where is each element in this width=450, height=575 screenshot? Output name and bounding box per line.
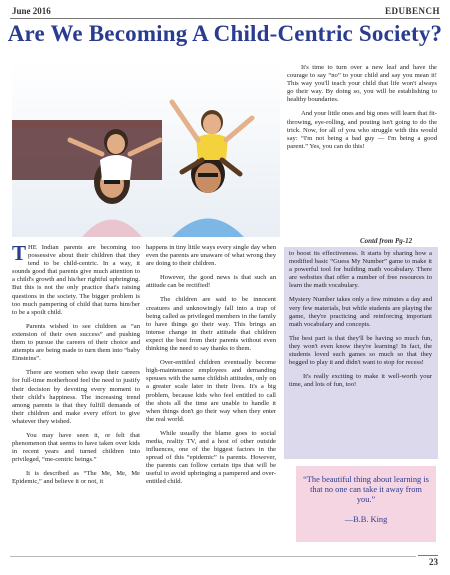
article-column-1 [12, 241, 140, 493]
paragraph: You may have seen it, or felt that phenomenon that seems to have taken over kids in recent years and turned children into privileged, “me-centric beings.” [12, 431, 140, 464]
paragraph: happens in tiny little ways every single day when even the parents are unaware of what wrong they are doing to their children. [146, 244, 277, 268]
sidebar-box [284, 247, 438, 459]
sidebar-text [289, 250, 432, 395]
paragraph: It's time to turn over a new leaf and have the courage to say “no” to your child and say you mean it! This way you'll teach your child that life won't always go their way. By doing so, you will be establishing to healthy boundaries. [287, 64, 437, 104]
paragraph-text: HE Indian parents are becoming too possessive about their children that they tend to be child-centric. In a way, it sounds good that parents give much attention to a child's growth and his/her rightful upbringing. But this is not the only practice that's raising questions in the society. The bigger problem is too much pampering of child that turns him/her to be a spoilt child. [12, 244, 140, 316]
paragraph: And your little ones and big ones will learn that fit-throwing, eye-rolling, and pouting isn't going to do the trick. Now, for all of you who struggle with this would say: “I'm not being a bad guy — I'm being a good parent.” Yes, you can do this! [287, 110, 437, 150]
family-photo [12, 62, 280, 237]
paragraph-with-dropcap [12, 241, 140, 317]
page-number: 23 [418, 555, 438, 567]
paragraph: to boost its effectiveness. It starts by sharing how a modified basic “Guess My Number” game to make it a powerful tool for building math vocabulary. There are websites that offer a number of free resources to learn the math vocabulary. [289, 250, 432, 290]
paragraph: It is described as “The Me, Me, Me Epidemic,” and believe it or not, it [12, 470, 140, 486]
article-continued-text [287, 64, 437, 157]
footer-rule [10, 556, 416, 557]
pull-quote [296, 466, 436, 542]
quote-author: —B.B. King [344, 515, 388, 524]
header-rule [10, 18, 440, 19]
paragraph: Mystery Number takes only a few minutes a day and very few materials, but while students are playing the game, they're practicing and reinforcing important math vocabulary and concepts. [289, 296, 432, 328]
article-headline: Are We Becoming A Child-Centric Society? [7, 21, 443, 46]
quote-text: “The beautiful thing about learning is that no one can take it away from you.” [303, 475, 429, 504]
paragraph: There are women who swap their careers for full-time motherhood feel the need to justify their decision by devoting every moment to their child's happiness. The increasing trend among parents is that they fulfill demands of their children and make every effort to give whatever they wished. [12, 369, 140, 425]
publication-name: EDUBENCH [384, 6, 440, 16]
paragraph: However, the good news is that such an attitude can be rectified! [146, 274, 276, 290]
continued-note: Contd from Pg-12 [360, 237, 413, 245]
issue-date: June 2016 [12, 6, 51, 16]
paragraph: The children are said to be innocent creatures and unknowingly fall into a trap of being called as privileged members in the family to have things go their way. This brings an intense change in their attitude that children expect the best from their parents without even thinking the need to say thanks to them. [146, 296, 276, 353]
paragraph: While usually the blame goes to social media, reality TV, and a host of other outside influences, one of the biggest factors in the spread of this “epidemic” is parents. However, the parents can follow certain tips that will be useful to avoid upbringing a pampered and over-entitled child. [146, 429, 276, 486]
paragraph: It's really exciting to make it well-worth your time, and lots of fun, too! [289, 373, 432, 389]
article-column-2 [146, 244, 276, 493]
paragraph: Parents wished to see children as “an extension of their own success” and pushing them to pursue the careers of their choice and attempts are being made to turn them into “baby Einsteins”. [12, 322, 140, 363]
paragraph: The best part is that they'll be having so much fun, they won't even know they're learning! In fact, the students loved such games so much so that they begged to play it and didn't want to stop for recess! [289, 334, 432, 367]
paragraph: Over-entitled children eventually become high-maintenance employees and demanding spouses with the same childish attitudes, only on a greater scale later in their lives. It's a big problem, because kids who feel entitled to call the shots all the time are unable to handle it when things don't go their way when they enter the real world. [146, 359, 276, 423]
drop-cap: T [12, 241, 27, 265]
